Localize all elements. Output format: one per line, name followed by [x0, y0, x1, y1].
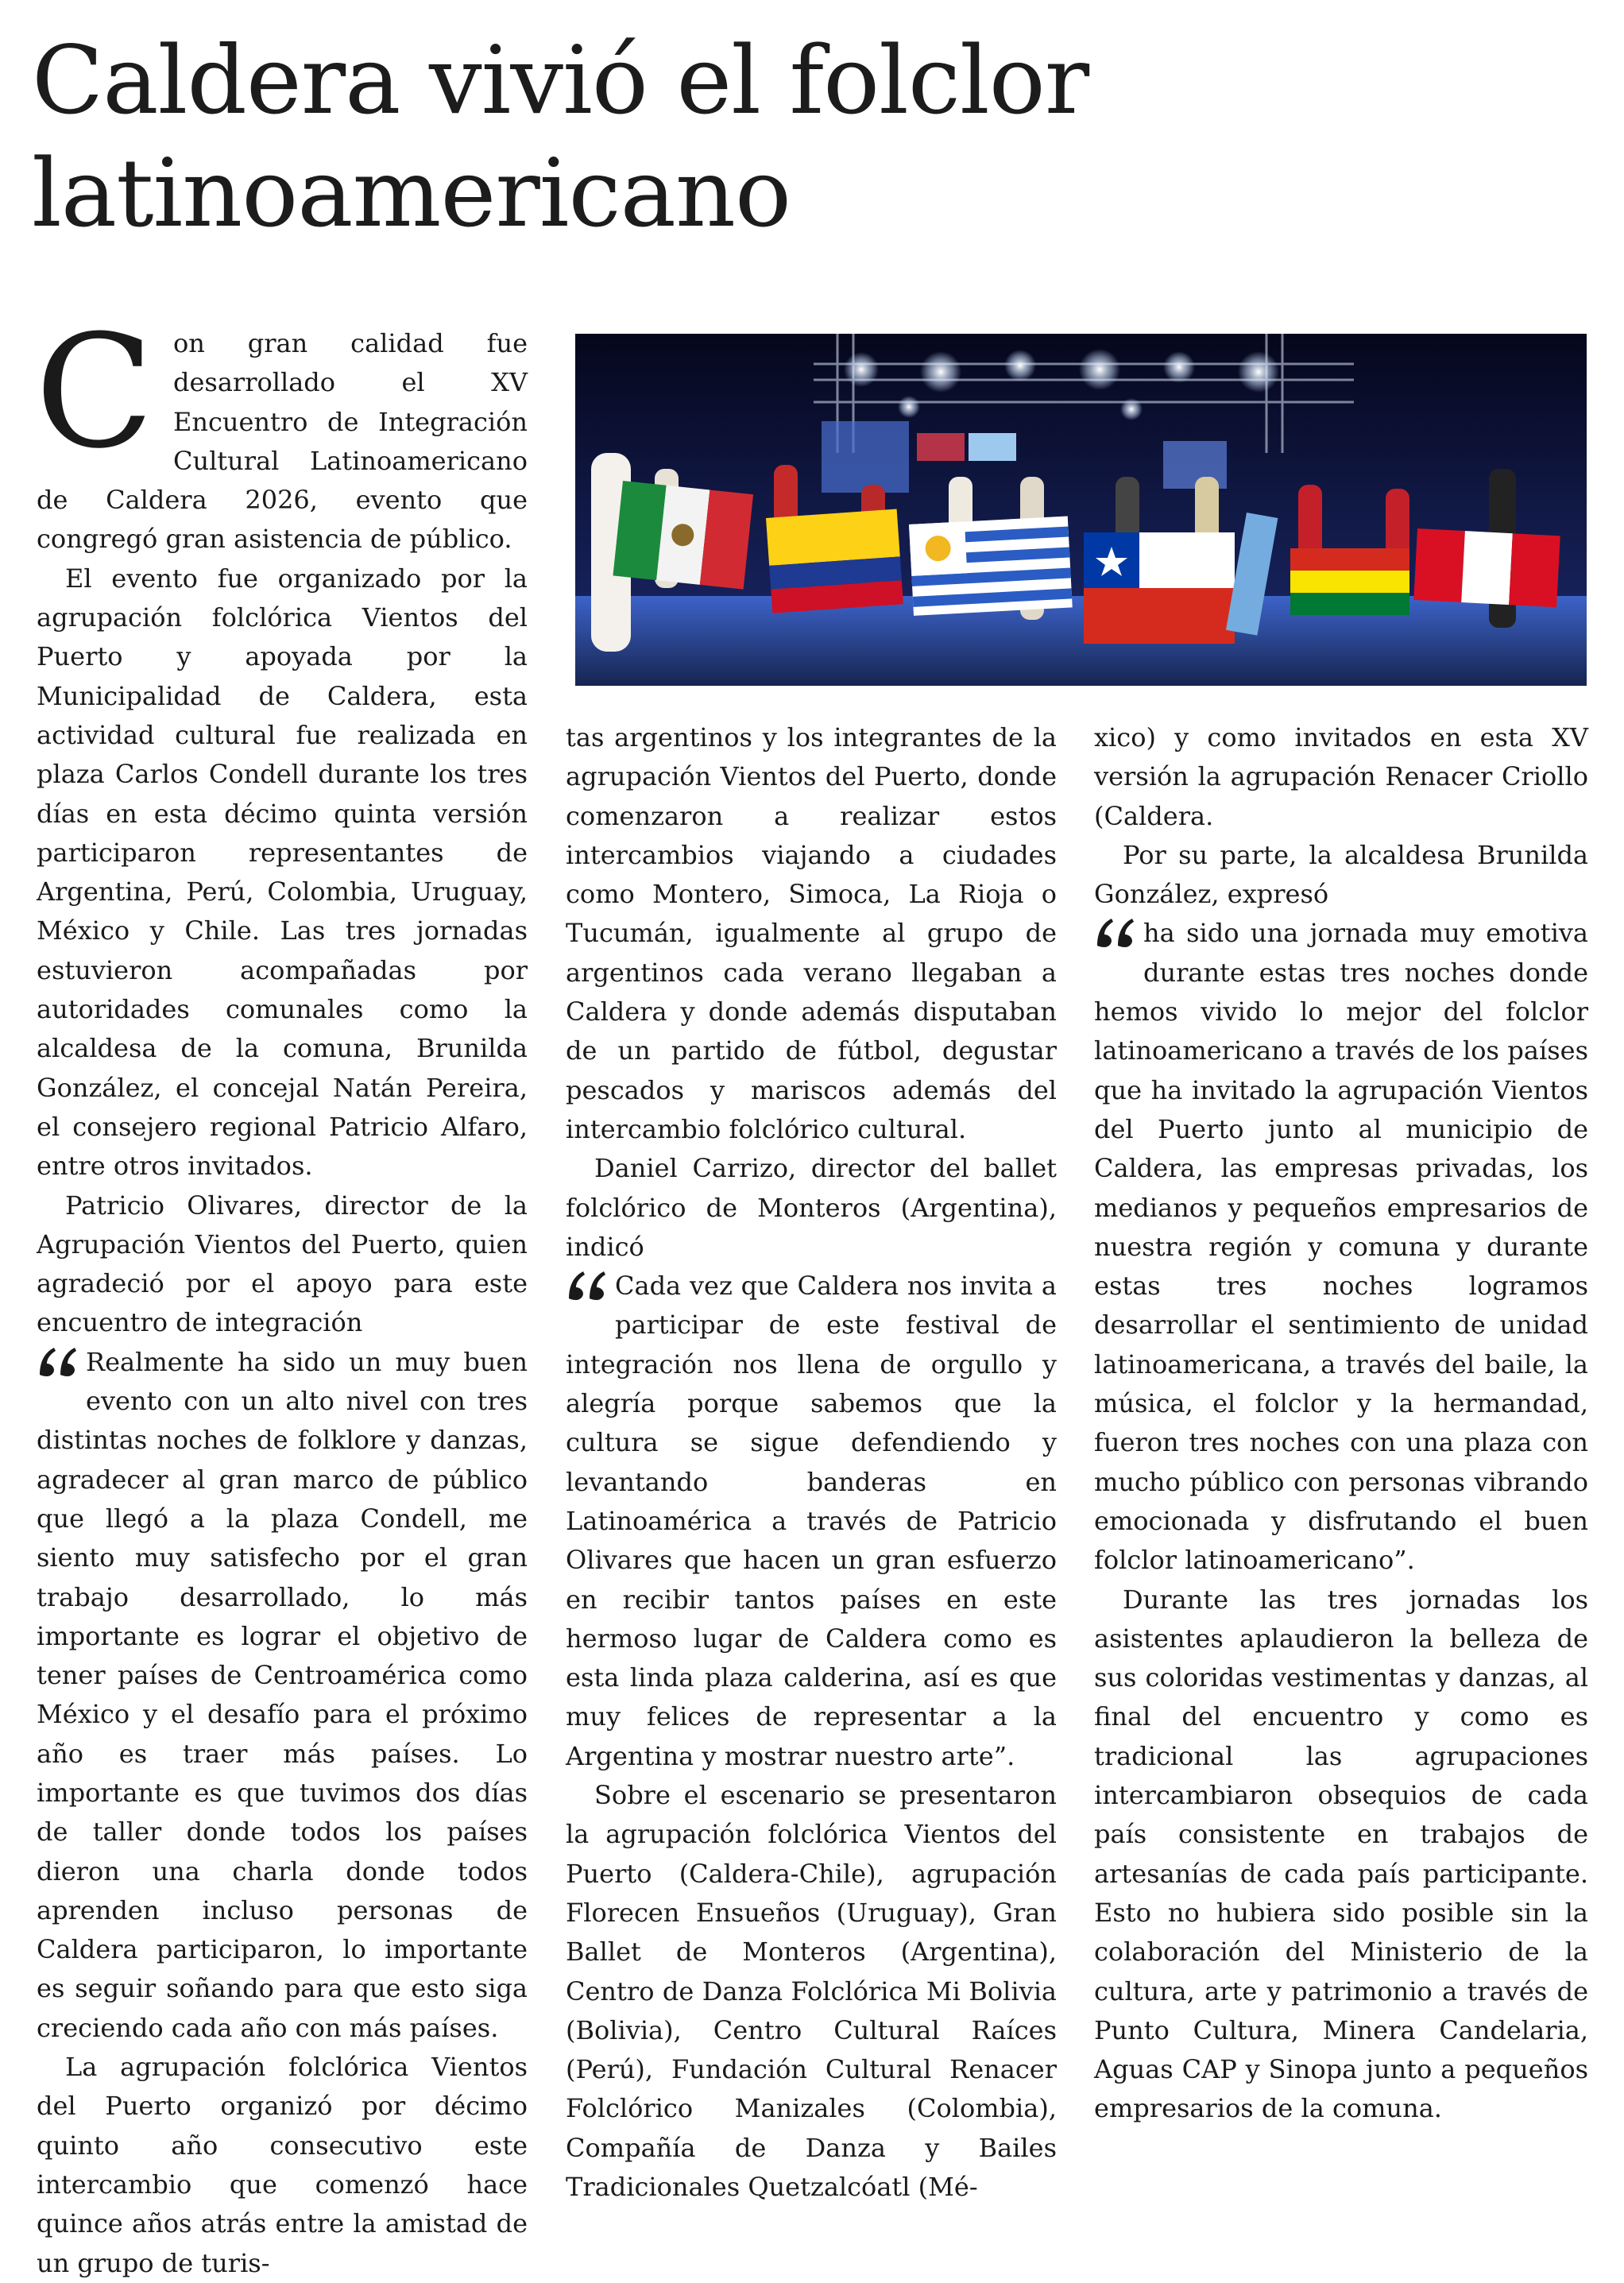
paragraph: Daniel Carrizo, director del ballet folclórico de Monteros (Argentina), indicó: [566, 1153, 1057, 1262]
paragraph: xico) y como invitados en esta XV versión la agrupación Renacer Criollo (Caldera.: [1094, 722, 1588, 831]
paragraph: El evento fue organizado por la agrupación folclórica Vientos del Puerto y apoyada por la Municipalidad de Caldera, esta actividad cultural fue realizada en plaza Carlos Condell durante los tres días en esta décimo quinta versión participaron representantes de Argentina, Perú, Colombia, Uruguay, México y Chile. Las tres jornadas estuvieron acompañadas por autoridades comunales como la alcaldesa de la comuna, Brunilda González, el concejal Natán Pereira, el consejero regional Patricio Alfaro, entre otros invitados.: [37, 563, 528, 1182]
quote-text: ha sido una jornada muy emotiva durante estas tres noches donde hemos vivido lo mejor del folclor latinoamericano a través de los países que ha invitado la agrupación Vientos del Puerto junto al municipio de Caldera, las empresas privadas, los medianos y pequeños empresarios de nuestra región y comuna y durante estas tres noches logramos desarrollar el sentimiento de unidad latinoamericana, a través del baile, la música, el folclor y la hermandad, fueron tres noches con una plaza con mucho público con personas vibrando emocionada y disfrutando el buen folclor latinoamericano”.: [1094, 918, 1588, 1576]
drop-cap: C: [35, 302, 154, 483]
paragraph: Sobre el escenario se presentaron la agrupación folclórica Vientos del Puerto (Caldera-Chile), agrupación Florecen Ensueños (Uruguay), Gran Ballet de Monteros (Argentina), Centro de Danza Folclórica Mi Bolivia (Bolivia), Centro Cultural Raíces (Perú), Fundación Cultural Renacer Folclórico Manizales (Colombia), Compañía de Danza y Bailes Tradicionales Quetzalcóatl (Mé-: [566, 1780, 1057, 2202]
paragraph: Por su parte, la alcaldesa Brunilda González, expresó: [1094, 839, 1588, 910]
quote-paragraph: [1094, 914, 1588, 1580]
article-column-2: [566, 718, 1057, 2207]
stage-photo-illustration: [575, 334, 1587, 686]
article-column-3: [1094, 718, 1588, 2129]
paragraph: Patricio Olivares, director de la Agrupación Vientos del Puerto, quien agradeció por el apoyo para este encuentro de integración: [37, 1190, 528, 1338]
quote-paragraph: [37, 1343, 528, 2048]
quote-mark-icon: [1094, 917, 1143, 957]
lead-text: on gran calidad fue desarrollado el XV Encuentro de Integración Cultural Latinoamericano de Caldera 2026, evento que congregó gran asistencia de público.: [37, 328, 528, 555]
quote-text: Realmente ha sido un muy buen evento con un alto nivel con tres distintas noches de folklore y danzas, agradecer al gran marco de público que llegó a la plaza Condell, me siento muy satisfecho por el gran trabajo desarrollado, lo más importante es lograr el objetivo de tener países de Centroamérica como México y el desafío para el próximo año es traer más países. Lo importante es que tuvimos dos días de taller donde todos los países dieron una charla donde todos aprenden incluso personas de Caldera participaron, lo importante es seguir soñando para que esto siga creciendo cada año con más países.: [37, 1346, 528, 2043]
lead-paragraph: [35, 302, 528, 559]
quote-mark-icon: [37, 1346, 86, 1386]
quote-mark-icon: [566, 1270, 615, 1310]
paragraph: La agrupación folclórica Vientos del Puerto organizó por décimo quinto año consecutivo este intercambio que comenzó hace quince años atrás entre la amistad de un grupo de turis-: [37, 2052, 528, 2278]
quote-paragraph: [566, 1267, 1057, 1776]
stage-photo: [575, 334, 1587, 686]
paragraph: Durante las tres jornadas los asistentes aplaudieron la belleza de sus coloridas vestimentas y danzas, al final del encuentro y como es tradicional las agrupaciones intercambiaron obsequios de cada país consistente en trabajos de artesanías de cada país participante. Esto no hubiera sido posible sin la colaboración del Ministerio de la cultura, arte y patrimonio a través de Punto Cultura, Minera Candelaria, Aguas CAP y Sinopa junto a pequeños empresarios de la comuna.: [1094, 1584, 1588, 2124]
quote-text: Cada vez que Caldera nos invita a participar de este festival de integración nos llena de orgullo y alegría porque sabemos que la cultura se sigue defendiendo y levantando banderas en Latinoamérica a través de Patricio Olivares que hacen un gran esfuerzo en recibir tantos países en este hermoso lugar de Caldera como es esta linda plaza calderina, así es que muy felices de representar a la Argentina y mostrar nuestro arte”.: [566, 1271, 1057, 1771]
paragraph: tas argentinos y los integrantes de la agrupación Vientos del Puerto, donde comenzaron a realizar estos intercambios viajando a ciudades como Montero, Simoca, La Rioja o Tucumán, igualmente al grupo de argentinos cada verano llegaban a Caldera y donde además disputaban de un partido de fútbol, degustar pescados y mariscos además del intercambio folclórico cultural.: [566, 722, 1057, 1144]
headline: Caldera vivió el folclor latinoamericano: [32, 25, 1089, 248]
article-column-1: [35, 302, 528, 2283]
